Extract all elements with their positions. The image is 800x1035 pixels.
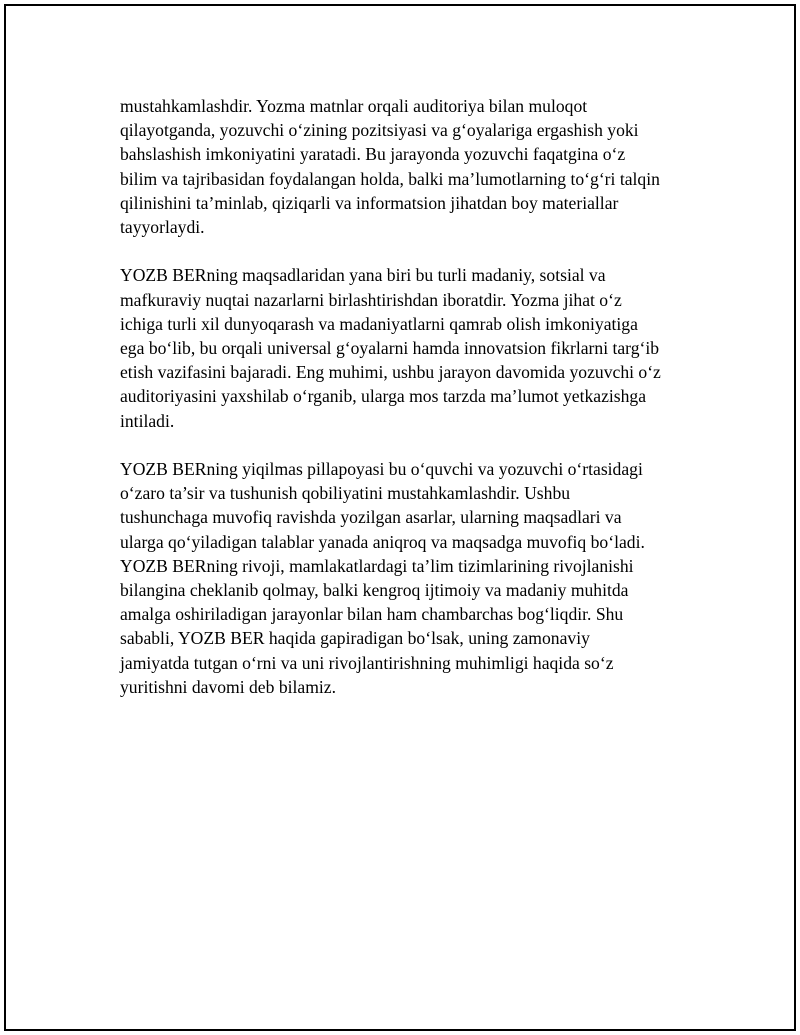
text-line: auditoriyasini yaxshilab o‘rganib, ularga mos tarzda ma’lumot yetkazishga — [120, 386, 647, 407]
document-page — [4, 4, 796, 1031]
text-line: YOZB BERning yiqilmas pillapoyasi bu o‘quvchi va yozuvchi o‘rtasidagi — [120, 459, 643, 480]
text-line: amalga oshiriladigan jarayonlar bilan ham chambarchas bog‘liqdir. Shu — [120, 604, 624, 625]
text-line: YOZB BERning rivoji, mamlakatlardagi ta’lim tizimlarining rivojlanishi — [120, 555, 634, 576]
text-line: yuritishni davomi deb bilamiz. — [120, 676, 336, 697]
text-line: intiladi. — [120, 410, 175, 431]
text-line: o‘zaro ta’sir va tushunish qobiliyatini mustahkamlashdir. Ushbu — [120, 483, 571, 504]
text-line: mafkuraviy nuqtai nazarlarni birlashtirishdan iboratdir. Yozma jihat o‘z — [120, 289, 622, 310]
text-line: mustahkamlashdir. Yozma matnlar orqali auditoriya bilan muloqot — [120, 96, 588, 116]
paragraph-3 — [120, 457, 700, 699]
text-line: qilinishini ta’minlab, qiziqarli va informatsion jihatdan boy materiallar — [120, 192, 619, 213]
text-line: bilangina cheklanib qolmay, balki kengroq ijtimoiy va madaniy muhitda — [120, 580, 629, 601]
paragraph-2 — [120, 263, 700, 432]
document-body — [120, 94, 700, 723]
text-line: tushunchaga muvofiq ravishda yozilgan asarlar, ularning maqsadlari va — [120, 507, 622, 528]
text-line: qilayotganda, yozuvchi o‘zining pozitsiyasi va g‘oyalariga ergashish yoki — [120, 120, 639, 141]
text-line: ichiga turli xil dunyoqarash va madaniyatlarni qamrab olish imkoniyatiga — [120, 313, 638, 334]
text-line: ega bo‘lib, bu orqali universal g‘oyalarni hamda innovatsion fikrlarni targ‘ib — [120, 338, 660, 359]
text-line: bahslashish imkoniyatini yaratadi. Bu jarayonda yozuvchi faqatgina o‘z — [120, 144, 626, 165]
text-line: YOZB BERning maqsadlaridan yana biri bu turli madaniy, sotsial va — [120, 265, 606, 286]
text-line: sababli, YOZB BER haqida gapiradigan bo‘lsak, uning zamonaviy — [120, 628, 590, 649]
paragraph-1 — [120, 94, 700, 239]
text-line: ularga qo‘yiladigan talablar yanada aniqroq va maqsadga muvofiq bo‘ladi. — [120, 531, 645, 552]
text-line: tayyorlaydi. — [120, 217, 205, 238]
text-line: bilim va tajribasidan foydalangan holda, balki ma’lumotlarning to‘g‘ri talqin — [120, 168, 660, 189]
text-line: etish vazifasini bajaradi. Eng muhimi, ushbu jarayon davomida yozuvchi o‘z — [120, 362, 661, 383]
text-line: jamiyatda tutgan o‘rni va uni rivojlantirishning muhimligi haqida so‘z — [120, 652, 614, 673]
